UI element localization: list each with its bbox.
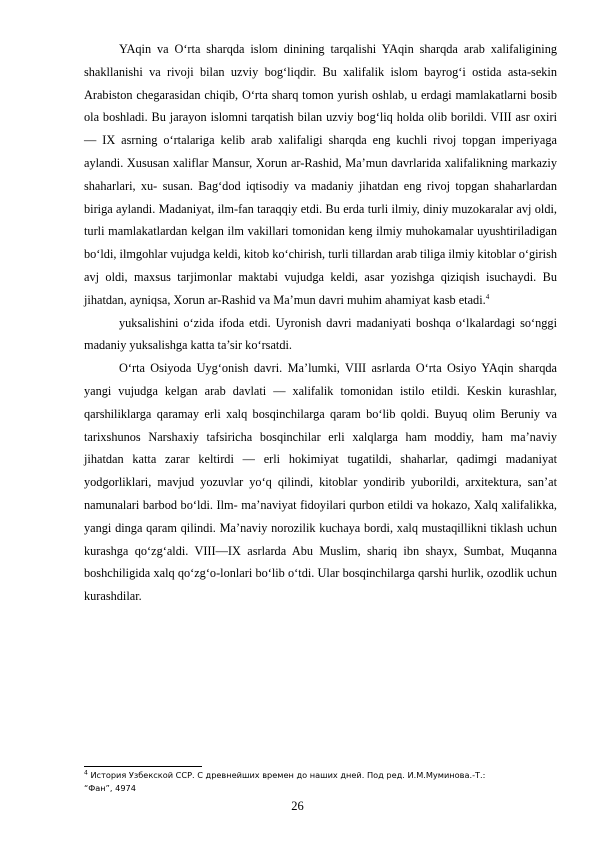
- footnote-line-2: “Фан”, 4974: [84, 783, 136, 793]
- page-number: 26: [291, 799, 304, 813]
- footnote-citation: История Узбекской ССР. С древнейших времен до наших дней. Под ред. И.М.Муминова.-Т.:: [90, 770, 486, 780]
- paragraph-central-asia-renaissance: O‘rta Osiyoda Uyg‘onish davri. Ma’lumki, VIII asrlarda O‘rta Osiyo YAqin sharqda yangi vujudga kelgan arab davlati — xalifalik tomonidan istilo etildi. Keskin kurashlar, qarshiliklarga qaramay erli xalq bosqinchilarga qaram bo‘lib qoldi. Buyuq olim Beruniy va tarixshunos Narshaxiy tafsiricha bosqinchilar erli xalqlarga ham moddiy, ham ma’naviy jihatdan katta zarar keltirdi — erli hokimiyat tugatildi, shaharlar, qadimgi madaniyat yodgorliklari, mavjud yozuvlar yo‘q qilindi, kitoblar yondirib yuborildi, arxitektura, san’at namunalari barbod bo‘ldi. Ilm- ma’naviyat fidoyilari qurbon etildi va hokazo, Xalq xalifalikka, yangi dinga qaram qilindi. Ma’naviy norozilik kuchaya bordi, xalq mustaqillikni tiklash uchun kurashga qo‘zg‘aldi. VIII—IX asrlarda Abu Muslim, shariq ibn shayx, Sumbat, Muqanna boshchiligida xalq qo‘zg‘o-lonlari bo‘lib o‘tdi. Ular bosqinchilarga qarshi hurlik, ozodlik uchun kurashdilar.: [84, 361, 557, 604]
- paragraph-islam-spread: [84, 38, 557, 312]
- footnote: [84, 769, 557, 795]
- document-body: [84, 38, 557, 608]
- footnote-line-1: [84, 769, 557, 782]
- paragraph-text: YAqin va O‘rta sharqda islom dinining tarqalishi YAqin sharqda arab xalifaligining shakllanishi va rivoji bilan uzviy bog‘liqdir. Bu xalifalik islom bayrog‘i ostida asta-sekin Arabiston chegarasidan chiqib, O‘rta sharq tomon yurish oshlab, u erdagi mamlakatlarni bosib ola boshladi. Bu jarayon islomni tarqatish bilan uzviy bog‘liq holda olib borildi. VIII asr oxiri — IX asrning o‘rtalariga kelib arab xalifaligi sharqda eng kuchli rivoj topgan imperiyaga aylandi. Xususan xaliflar Mansur, Xorun ar-Rashid, Ma’mun davrlarida xalifalikning markaziy shaharlari, xu- susan. Bag‘dod iqtisodiy va madaniy jihatdan eng rivoj topgan shaharlardan biriga aylandi. Madaniyat, ilm-fan taraqqiy etdi. Bu erda turli ilmiy, diniy muzokaralar avj oldi, turli mamlakatlardan kelgan ilm vakillari tomonidan keng ilmiy muhokamalar uyushtiriladigan bo‘ldi, ilmgohlar vujudga keldi, kitob ko‘chirish, turli tillardan arab tiliga ilmiy kitoblar o‘girish avj oldi, maxsus tarjimonlar maktabi vujudga keldi, asar yozishga qiziqish isuchaydi. Bu jihatdan, ayniqsa, Xorun ar-Rashid va Ma’mun davri muhim ahamiyat kasb etadi.: [84, 42, 558, 307]
- footnote-divider: [84, 766, 202, 767]
- footnote-marker: 4: [84, 769, 88, 777]
- paragraph-renaissance-influence: yuksalishini o‘zida ifoda etdi. Uyronish davri madaniyati boshqa o‘lkalardagi so‘nggi madaniy yuksalishga katta ta’sir ko‘rsatdi.: [84, 315, 557, 353]
- footnote-reference[interactable]: 4: [485, 292, 490, 301]
